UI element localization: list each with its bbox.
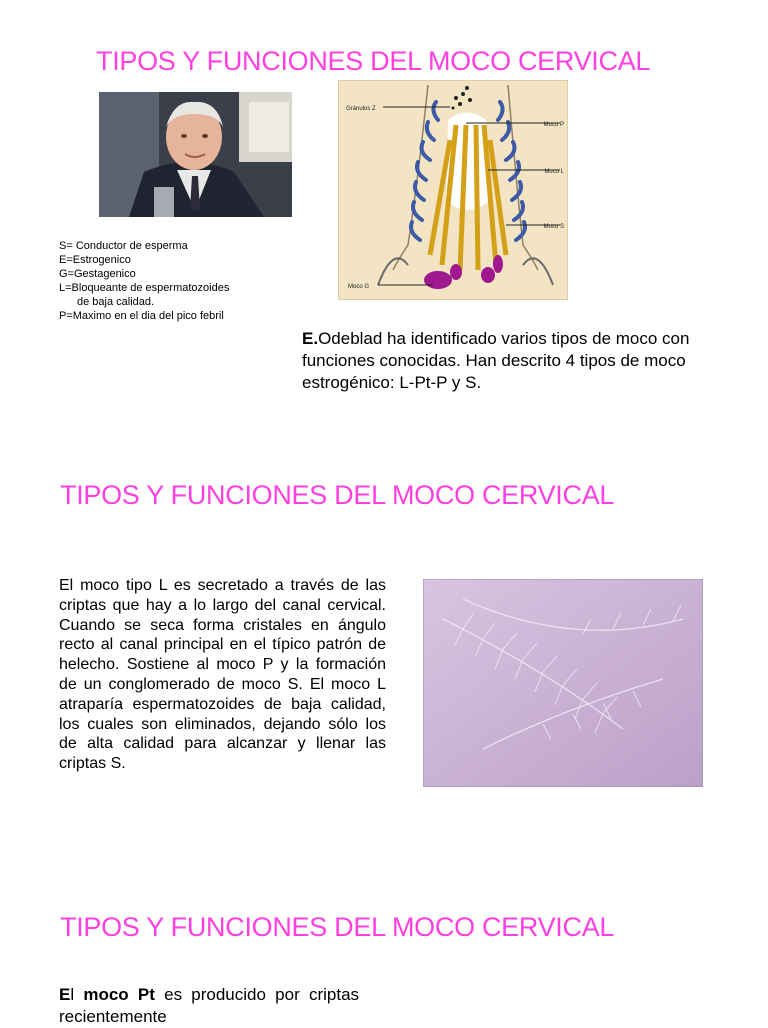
label-moco-s: Moco S: [543, 224, 564, 230]
legend-item: de baja calidad.: [77, 296, 155, 308]
legend-item: P=Maximo en el dia del pico febril: [59, 310, 224, 322]
legend-item: L=Bloqueante de espermatozoides: [59, 282, 230, 294]
moco-pt-term: moco Pt: [83, 985, 155, 1004]
slide-title-2: TIPOS Y FUNCIONES DEL MOCO CERVICAL: [60, 480, 615, 510]
legend-item: S= Conductor de esperma: [59, 240, 188, 252]
label-moco-p: Moco P: [543, 122, 564, 128]
caption-initial: E.: [302, 329, 319, 348]
caption-text: Odeblad ha identificado varios tipos de moco con funciones conocidas. Han descrito 4 tipos de moco estrogénico: L-Pt-P y S.: [302, 329, 690, 392]
mucus-type-legend: [59, 239, 279, 323]
cervix-diagram: [338, 80, 568, 300]
text-fragment: l: [70, 985, 84, 1004]
odeblad-caption: [302, 328, 752, 394]
label-granulos: Gránulos Z: [346, 106, 376, 112]
moco-pt-description: [59, 984, 359, 1028]
fern-pattern-photo: [423, 579, 703, 787]
slide-title-1: TIPOS Y FUNCIONES DEL MOCO CERVICAL: [96, 46, 651, 76]
portrait-photo: [99, 92, 292, 217]
text-fragment: es producido por criptas recientemente: [59, 985, 360, 1026]
slide-title-3: TIPOS Y FUNCIONES DEL MOCO CERVICAL: [60, 912, 615, 942]
legend-item: E=Estrogenico: [59, 254, 131, 266]
label-moco-g: Moco G: [348, 284, 370, 290]
label-moco-l: Moco L: [544, 169, 564, 175]
initial-letter: E: [59, 985, 71, 1004]
legend-item: G=Gestagenico: [59, 268, 136, 280]
moco-l-description: El moco tipo L es secretado a través de las criptas que hay a lo largo del canal cervical. Cuando se seca forma cristales en ángulo recto al canal principal en el típico patrón de helecho. Sostiene al moco P y la formación de un conglomerado de moco S. El moco L atraparía espermatozoides de baja calidad, los cuales son eliminados, dejando sólo los de alta calidad para alcanzar y llenar las criptas S.: [59, 577, 386, 773]
